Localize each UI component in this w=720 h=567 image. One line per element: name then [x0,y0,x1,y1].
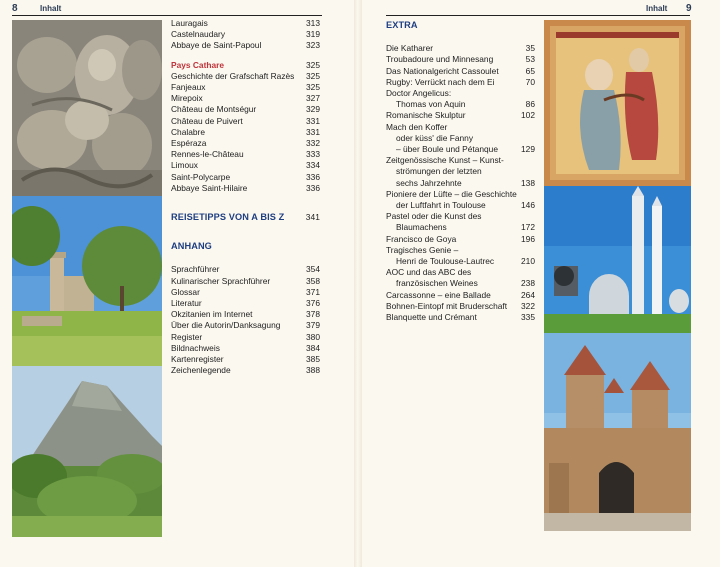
toc-entry-title: Francisco de Goya [386,233,457,244]
toc-entry-extra[interactable] [386,66,535,77]
toc-entry-title: Thomas von Aquin [396,99,466,110]
toc-entry-saint-papoul[interactable]: Abbaye de Saint-Papoul 323 [171,40,320,51]
toc-entry-page: 322 [521,300,535,311]
toc-entry-title: Die Katharer [386,43,434,54]
toc-entry-page [531,267,535,278]
toc-entry-title: oder küss' die Fanny [396,132,474,143]
toc-entry-reisetipps[interactable]: REISETIPPS VON A BIS Z 341 [171,212,320,223]
toc-entry-extra[interactable] [386,54,535,65]
toc-entry-register[interactable]: Register 380 [171,331,320,342]
page-number-left: 8 [12,3,18,14]
toc-entry-extra[interactable] [386,122,535,133]
toc-entry-extra[interactable] [386,222,535,233]
toc-entry-title: Blanquette und Crémant [386,312,477,323]
toc-entry-page: 238 [521,278,535,289]
toc-entry-extra[interactable] [386,99,535,110]
toc-entry-autorin[interactable]: Über die Autorin/Danksagung 379 [171,320,320,331]
toc-entry-page: 335 [521,312,535,323]
toc-entry-extra[interactable] [386,301,535,312]
toc-entry-rennes-le-chateau[interactable]: Rennes-le-Château 333 [171,149,320,160]
toc-entry-extra[interactable] [386,278,535,289]
toc-entry-extra[interactable] [386,77,535,88]
toc-entry-puivert[interactable]: Château de Puivert 331 [171,115,320,126]
toc-entry-page: 264 [521,289,535,300]
toc-entry-esperaza[interactable]: Espéraza 332 [171,138,320,149]
toc-entry-montsegur[interactable]: Château de Montségur 329 [171,104,320,115]
toc-entry-title: Mach den Koffer [386,121,448,132]
extra-list [386,43,535,323]
header-rule-left [12,15,322,16]
toc-entry-saint-polycarpe[interactable]: Saint-Polycarpe 336 [171,171,320,182]
toc-entry-title: Pioniere der Lüfte – die Geschichte [386,188,517,199]
toc-entry-page: 129 [521,144,535,155]
toc-entry-extra[interactable] [386,200,535,211]
toc-entry-page [531,155,535,166]
running-head-right: Inhalt [646,4,668,13]
toc-entry-title: Carcassonne – eine Ballade [386,289,491,300]
section-heading-anhang: ANHANG [171,241,212,252]
toc-left [171,18,320,376]
carcassonne-castle-photo [544,333,691,531]
toc-entry-sprachfuehrer[interactable]: Sprachführer 354 [171,264,320,275]
toc-entry-internet[interactable]: Okzitanien im Internet 378 [171,309,320,320]
left-page [0,0,355,567]
right-page [360,0,720,567]
toc-entry-page [531,88,535,99]
toc-entry-title: Bohnen-Eintopf mit Bruderschaft [386,300,508,311]
toc-entry-title: strömungen der letzten [396,166,482,177]
tower-landscape-photo [12,196,162,366]
toc-entry-page [531,189,535,200]
toc-entry-bildnachweis[interactable]: Bildnachweis 384 [171,342,320,353]
toc-entry-title: der Luftfahrt in Toulouse [396,200,486,211]
toc-entry-page: 146 [521,200,535,211]
toc-entry-title: Troubadoure und Minnesang [386,54,494,65]
section-heading-extra: EXTRA [386,20,418,30]
toc-entry-extra[interactable] [386,312,535,323]
toc-entry-title: Romanische Skulptur [386,110,466,121]
toc-entry-saint-hilaire[interactable]: Abbaye Saint-Hilaire 336 [171,182,320,193]
toc-entry-fanjeaux[interactable]: Fanjeaux 325 [171,82,320,93]
toc-entry-glossar[interactable]: Glossar 371 [171,286,320,297]
toc-entry-page: 65 [525,65,535,76]
toc-entry-extra[interactable] [386,234,535,245]
toc-entry-page: 35 [525,43,535,54]
toc-entry-extra[interactable] [386,155,535,166]
sculpture-photo [12,20,162,196]
manuscript-illumination-photo [544,20,691,186]
toc-entry-page [531,133,535,144]
toc-entry-extra[interactable] [386,88,535,99]
toc-entry-page: 53 [525,54,535,65]
toc-entry-extra[interactable] [386,166,535,177]
toc-entry-title: AOC und das ABC des [386,267,472,278]
toc-entry-page: 172 [521,222,535,233]
toc-entry-title: sechs Jahrzehnte [396,177,462,188]
toc-entry-title: Tragisches Genie – [386,244,459,255]
toc-entry-page: 102 [521,110,535,121]
toc-entry-extra[interactable] [386,267,535,278]
toc-entry-mirepoix[interactable]: Mirepoix 327 [171,93,320,104]
toc-entry-chalabre[interactable]: Chalabre 331 [171,126,320,137]
toc-entry-kulinarisch[interactable]: Kulinarischer Sprachführer 358 [171,275,320,286]
page-number-right: 9 [686,3,692,14]
toc-entry-page [531,211,535,222]
toc-entry-kartenregister[interactable]: Kartenregister 385 [171,354,320,365]
toc-right [386,20,535,323]
running-head-left: Inhalt [40,4,62,13]
toc-entry-extra[interactable] [386,256,535,267]
toc-entry-title: Zeitgenössische Kunst – Kunst- [386,155,504,166]
toc-entry-castelnaudary[interactable]: Castelnaudary 319 [171,29,320,40]
toc-entry-extra[interactable] [386,290,535,301]
toc-entry-extra[interactable] [386,133,535,144]
toc-entry-page: 70 [525,76,535,87]
toc-entry-title: – über Boule und Pétanque [396,144,498,155]
toc-entry-page: 210 [521,256,535,267]
toc-entry-zeichenlegende[interactable]: Zeichenlegende 388 [171,365,320,376]
space-rocket-photo [544,186,691,333]
toc-entry-title: Rugby: Verrückt nach dem Ei [386,76,495,87]
toc-entry-title: französischen Weines [396,278,478,289]
toc-entry-lauragais[interactable]: Lauragais 313 [171,18,320,28]
toc-entry-page: 196 [521,233,535,244]
toc-entry-page [531,122,535,133]
toc-entry-title: Blaumachens [396,222,447,233]
toc-entry-razes[interactable]: Geschichte der Grafschaft Razès 325 [171,70,320,81]
toc-entry-extra[interactable] [386,245,535,256]
toc-entry-extra[interactable] [386,144,535,155]
toc-entry-page: 138 [521,177,535,188]
toc-entry-title: Das Nationalgericht Cassoulet [386,65,499,76]
toc-entry-page: 86 [525,99,535,110]
toc-entry-page [531,245,535,256]
toc-entry-extra[interactable] [386,178,535,189]
toc-entry-limoux[interactable]: Limoux 334 [171,160,320,171]
toc-entry-extra[interactable] [386,43,535,54]
toc-entry-extra[interactable] [386,189,535,200]
toc-entry-title: Pastel oder die Kunst des [386,211,482,222]
toc-entry-literatur[interactable]: Literatur 376 [171,298,320,309]
header-rule-right [386,15,690,16]
toc-entry-extra[interactable] [386,110,535,121]
toc-entry-page [531,166,535,177]
toc-entry-title: Doctor Angelicus: [386,88,452,99]
toc-entry-extra[interactable] [386,211,535,222]
toc-entry-title: Henri de Toulouse-Lautrec [396,256,495,267]
mountain-photo [12,366,162,537]
toc-entry-pays-cathare[interactable]: Pays Cathare 325 [171,59,320,70]
